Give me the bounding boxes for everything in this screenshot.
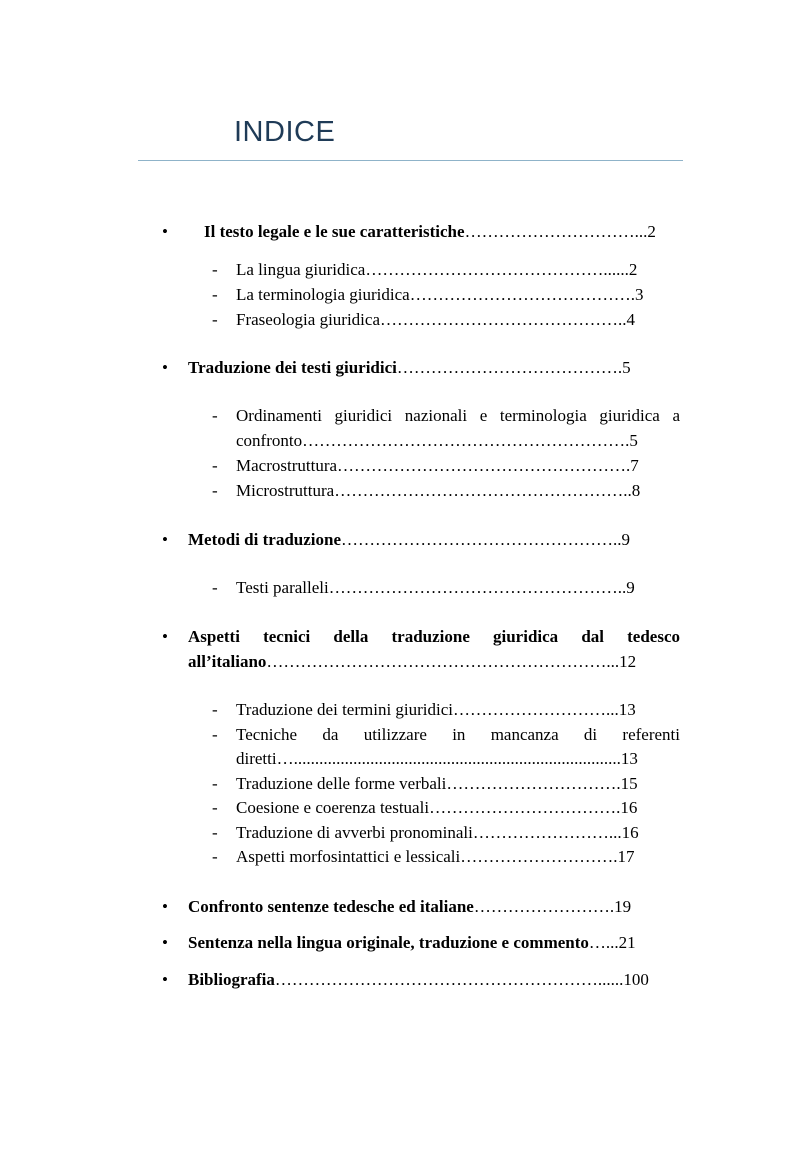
toc-page-number: 19	[614, 897, 632, 916]
toc-leader: ………………………………….	[409, 285, 635, 304]
toc-entry-subsection[interactable]	[236, 431, 638, 451]
toc-subsection-title-line2: diretti	[236, 749, 277, 768]
toc-entry-subsection[interactable]	[236, 847, 635, 867]
toc-section-title: Traduzione dei testi giuridici	[188, 358, 397, 377]
toc-subsection-title: La lingua giuridica	[236, 260, 366, 279]
toc-leader: ……………………………………..	[380, 310, 627, 329]
toc-page-number: 17	[617, 847, 635, 866]
page-title: INDICE	[234, 116, 336, 148]
toc-page-number: 15	[620, 774, 638, 793]
toc-leader: ……………………………………………..	[328, 578, 627, 597]
toc-leader: ……………………………………………………...	[266, 652, 620, 671]
toc-subsection-title: Traduzione di avverbi pronominali	[236, 823, 473, 842]
toc-leader: ….............................................................................	[276, 749, 621, 768]
toc-leader: ………………………………….	[396, 358, 623, 377]
toc-subsection-title: Traduzione dei termini giuridici	[236, 700, 454, 719]
toc-subsection-title-line2: confronto	[236, 431, 303, 450]
toc-page-number: 13	[620, 749, 638, 768]
toc-leader: ………………………...	[453, 700, 619, 719]
toc-leader: ……………………………………………..	[334, 481, 632, 500]
toc-entry-section-6[interactable]	[188, 933, 636, 953]
toc-leader: ……………………………………......	[365, 260, 629, 279]
title-divider	[138, 160, 683, 161]
toc-page-number: 8	[631, 481, 641, 500]
toc-section-title: Confronto sentenze tedesche ed italiane	[188, 897, 474, 916]
toc-section-title: Metodi di traduzione	[188, 530, 341, 549]
bullet-icon: •	[162, 970, 168, 989]
toc-page-number: 5	[629, 431, 638, 450]
toc-leader: ……………………….	[460, 847, 618, 866]
dash-icon: -	[212, 481, 218, 500]
toc-entry-section-4[interactable]	[188, 652, 636, 672]
toc-leader: ………………………….	[446, 774, 621, 793]
toc-page-number: 7	[630, 456, 639, 475]
toc-subsection-title: La terminologia giuridica	[236, 285, 410, 304]
toc-section-title: Sentenza nella lingua originale, traduzione e commento	[188, 933, 589, 952]
toc-leader: …...	[588, 933, 619, 952]
toc-entry-subsection[interactable]	[236, 798, 637, 818]
toc-leader: ………………………………………………….	[302, 431, 630, 450]
toc-page-number: 5	[622, 358, 631, 377]
toc-entry-subsection[interactable]	[236, 578, 635, 598]
toc-page-number: 16	[620, 798, 638, 817]
toc-entry-section-3[interactable]	[188, 530, 630, 550]
toc-section-title: Il testo legale e le sue caratteristiche	[204, 222, 465, 241]
toc-entry-section-2[interactable]	[188, 358, 631, 378]
toc-page-number: 13	[618, 700, 636, 719]
toc-entry-section-1[interactable]	[204, 222, 656, 242]
toc-section-title: Bibliografia	[188, 970, 275, 989]
toc-entry-subsection[interactable]	[236, 481, 640, 501]
dash-icon: -	[212, 700, 218, 719]
toc-leader: …………………………….	[429, 798, 621, 817]
toc-leader: …………………………...	[464, 222, 648, 241]
dash-icon: -	[212, 456, 218, 475]
toc-entry-subsection[interactable]	[236, 749, 638, 769]
bullet-icon: •	[162, 627, 168, 646]
dash-icon: -	[212, 725, 218, 744]
toc-page-number: 4	[626, 310, 635, 329]
toc-page-number: 9	[626, 578, 635, 597]
toc-subsection-title: Testi paralleli	[236, 578, 329, 597]
bullet-icon: •	[162, 933, 168, 952]
toc-subsection-title: Aspetti morfosintattici e lessicali	[236, 847, 461, 866]
dash-icon: -	[212, 406, 218, 425]
toc-section-title-line1[interactable]: Aspetti tecnici della traduzione giuridica dal tedesco	[188, 627, 680, 646]
toc-entry-subsection[interactable]	[236, 700, 636, 720]
toc-page-number: 21	[618, 933, 636, 952]
dash-icon: -	[212, 798, 218, 817]
toc-leader: …………………………………………..	[341, 530, 622, 549]
toc-page-number: 3	[634, 285, 644, 304]
toc-section-title-line2: all’italiano	[188, 652, 267, 671]
bullet-icon: •	[162, 358, 168, 377]
dash-icon: -	[212, 823, 218, 842]
toc-page-number: 16	[621, 823, 639, 842]
toc-leader: ……………………...	[472, 823, 622, 842]
toc-entry-subsection[interactable]	[236, 456, 639, 476]
toc-page-number: 12	[619, 652, 637, 671]
toc-leader: …………………….	[473, 897, 615, 916]
dash-icon: -	[212, 310, 218, 329]
toc-subsection-title-line1[interactable]: Ordinamenti giuridici nazionali e terminologia giuridica a	[236, 406, 680, 425]
toc-entry-subsection[interactable]	[236, 285, 643, 305]
toc-page-number: 100	[623, 970, 649, 989]
toc-entry-subsection[interactable]	[236, 774, 638, 794]
toc-page-number: 9	[621, 530, 630, 549]
dash-icon: -	[212, 847, 218, 866]
toc-page-number: 2	[628, 260, 638, 279]
toc-entry-section-5[interactable]	[188, 897, 631, 917]
dash-icon: -	[212, 285, 218, 304]
toc-subsection-title: Coesione e coerenza testuali	[236, 798, 430, 817]
dash-icon: -	[212, 578, 218, 597]
toc-leader: …………………………………………………......	[274, 970, 624, 989]
bullet-icon: •	[162, 530, 168, 549]
dash-icon: -	[212, 774, 218, 793]
toc-subsection-title: Microstruttura	[236, 481, 335, 500]
bullet-icon: •	[162, 222, 168, 241]
toc-leader: …………………………………………….	[337, 456, 631, 475]
bullet-icon: •	[162, 897, 168, 916]
toc-entry-subsection[interactable]	[236, 823, 639, 843]
toc-subsection-title: Macrostruttura	[236, 456, 338, 475]
toc-entry-section-7[interactable]	[188, 970, 649, 990]
toc-subsection-title-line1[interactable]: Tecniche da utilizzare in mancanza di referenti	[236, 725, 680, 744]
dash-icon: -	[212, 260, 218, 279]
toc-entry-subsection[interactable]	[236, 310, 635, 330]
toc-page-number: 2	[647, 222, 656, 241]
toc-entry-subsection[interactable]	[236, 260, 637, 280]
toc-subsection-title: Traduzione delle forme verbali	[236, 774, 447, 793]
toc-subsection-title: Fraseologia giuridica	[236, 310, 380, 329]
